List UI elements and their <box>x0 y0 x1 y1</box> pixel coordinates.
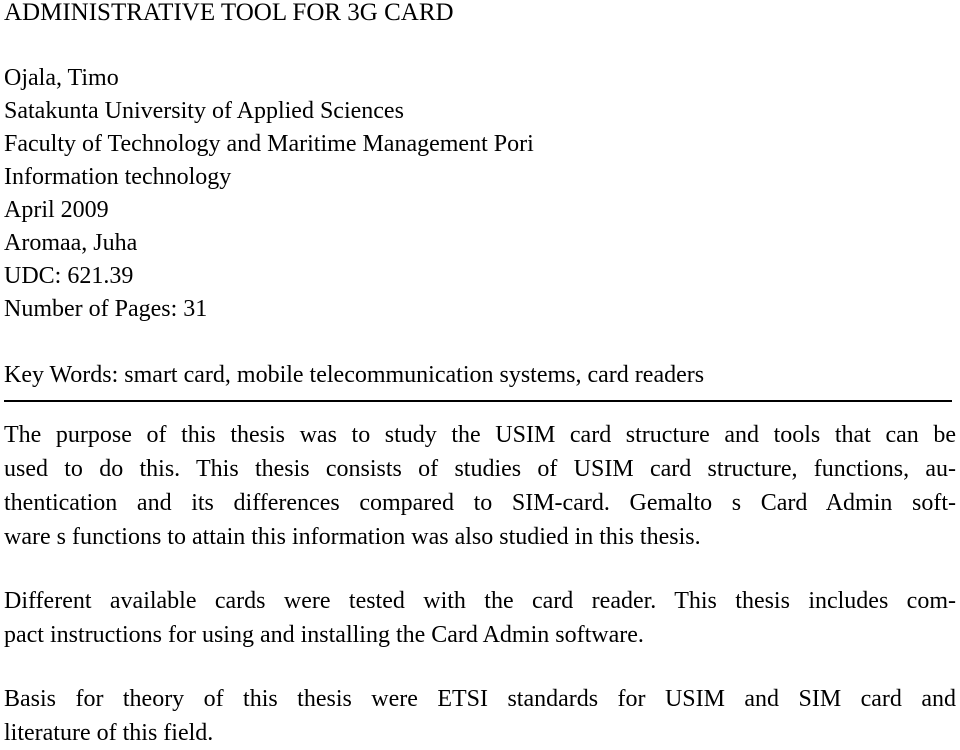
document-page <box>4 0 956 750</box>
degree-programme: Information technology <box>4 164 232 190</box>
document-title: ADMINISTRATIVE TOOL FOR 3G CARD <box>4 0 454 26</box>
abstract <box>4 418 956 750</box>
date: April 2009 <box>4 197 109 223</box>
author-name: Ojala, Timo <box>4 65 119 91</box>
abstract-line: used to do this. This thesis consists of studies of USIM card structure, functions, au- <box>4 456 956 482</box>
abstract-line: ware s functions to attain this information was also studied in this thesis. <box>4 524 701 550</box>
abstract-line: Different available cards were tested with the card reader. This thesis includes com- <box>4 588 956 614</box>
institution: Satakunta University of Applied Sciences <box>4 98 404 124</box>
keywords: Key Words: smart card, mobile telecommunication systems, card readers <box>4 362 705 388</box>
abstract-paragraph-3 <box>4 682 956 750</box>
abstract-line: pact instructions for using and installing the Card Admin software. <box>4 622 644 648</box>
divider-line <box>4 400 952 402</box>
udc-code: UDC: 621.39 <box>4 263 134 289</box>
abstract-paragraph-2 <box>4 584 956 652</box>
abstract-line: literature of this field. <box>4 720 214 746</box>
abstract-line: Basis for theory of this thesis were ETSI standards for USIM and SIM card and <box>4 686 956 712</box>
page-count: Number of Pages: 31 <box>4 296 208 322</box>
abstract-line: thentication and its differences compared to SIM-card. Gemalto s Card Admin soft- <box>4 490 956 516</box>
supervisor: Aromaa, Juha <box>4 230 138 256</box>
metadata-block <box>4 62 956 326</box>
abstract-line: The purpose of this thesis was to study the USIM card structure and tools that can be <box>4 422 956 448</box>
abstract-paragraph-1 <box>4 418 956 554</box>
faculty: Faculty of Technology and Maritime Management Pori <box>4 131 534 157</box>
